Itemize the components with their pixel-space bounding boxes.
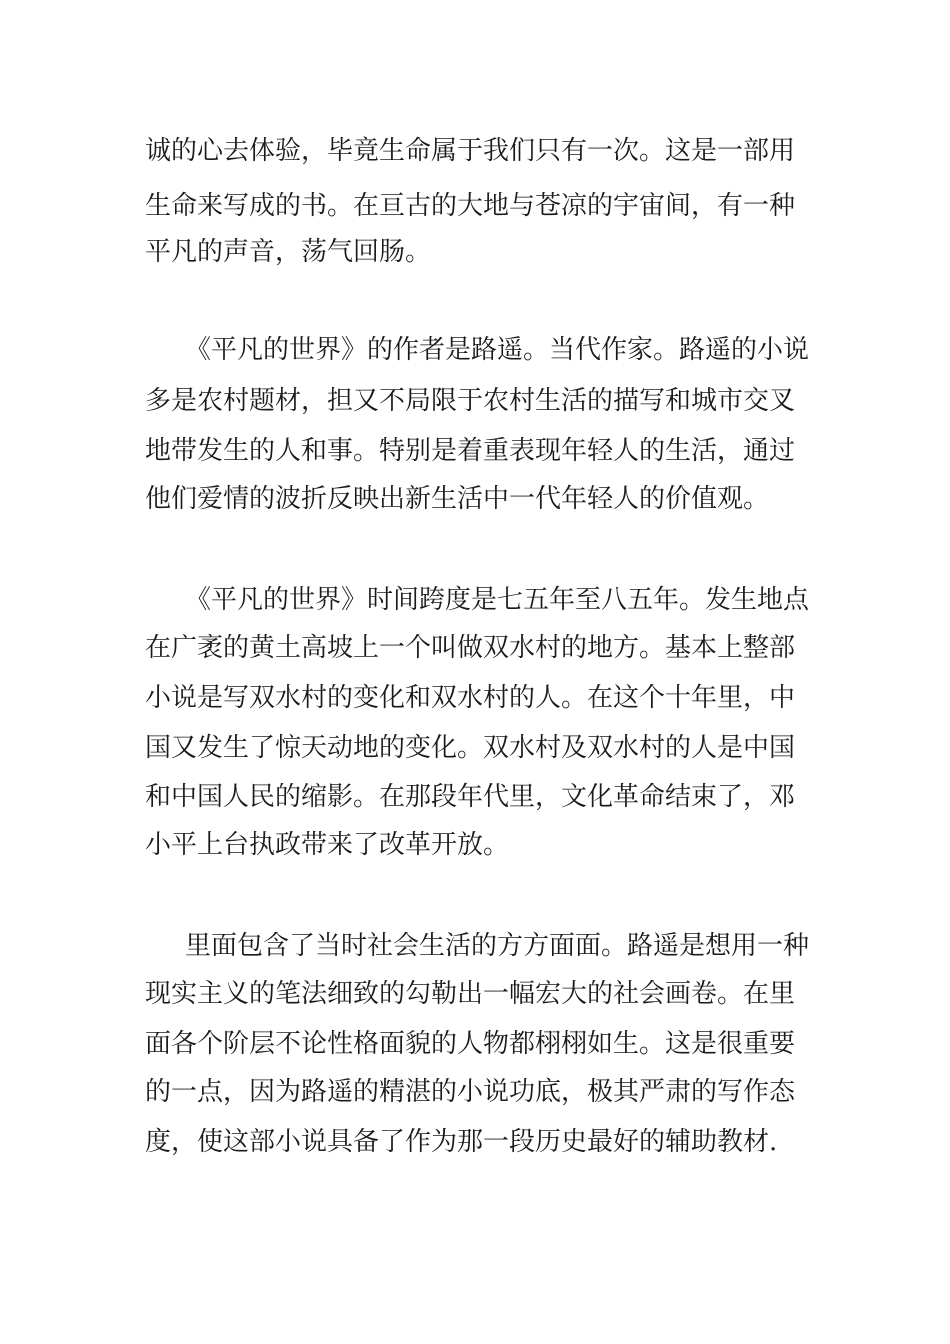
text-line: 里面包含了当时社会生活的方方面面。路遥是想用一种 bbox=[185, 931, 810, 961]
text-line: 生命来写成的书。在亘古的大地与苍凉的宇宙间，有一种 bbox=[145, 191, 796, 221]
text-line: 国又发生了惊天动地的变化。双水村及双水村的人是中国 bbox=[145, 733, 796, 763]
text-line: 平凡的声音，荡气回肠。 bbox=[145, 237, 432, 267]
text-line: 《平凡的世界》的作者是路遥。当代作家。路遥的小说 bbox=[185, 335, 810, 365]
text-line: 《平凡的世界》时间跨度是七五年至八五年。发生地点 bbox=[185, 585, 810, 615]
text-line: 他们爱情的波折反映出新生活中一代年轻人的价值观。 bbox=[145, 484, 770, 514]
text-line: 和中国人民的缩影。在那段年代里，文化革命结束了，邓 bbox=[145, 782, 796, 812]
text-line: 面各个阶层不论性格面貌的人物都栩栩如生。这是很重要 bbox=[145, 1029, 796, 1059]
text-line: 诚的心去体验，毕竟生命属于我们只有一次。这是一部用 bbox=[145, 136, 796, 166]
text-line: 现实主义的笔法细致的勾勒出一幅宏大的社会画卷。在里 bbox=[145, 979, 796, 1009]
text-line: 在广袤的黄土高坡上一个叫做双水村的地方。基本上整部 bbox=[145, 633, 796, 663]
text-line: 小说是写双水村的变化和双水村的人。在这个十年里，中 bbox=[145, 683, 796, 713]
text-line: 小平上台执政带来了改革开放。 bbox=[145, 830, 510, 860]
text-line: 的一点，因为路遥的精湛的小说功底，极其严肃的写作态 bbox=[145, 1077, 796, 1107]
text-line: 度，使这部小说具备了作为那一段历史最好的辅助教材. bbox=[145, 1127, 778, 1157]
text-line: 多是农村题材，担又不局限于农村生活的描写和城市交叉 bbox=[145, 386, 796, 416]
text-line: 地带发生的人和事。特别是着重表现年轻人的生活，通过 bbox=[145, 436, 796, 466]
